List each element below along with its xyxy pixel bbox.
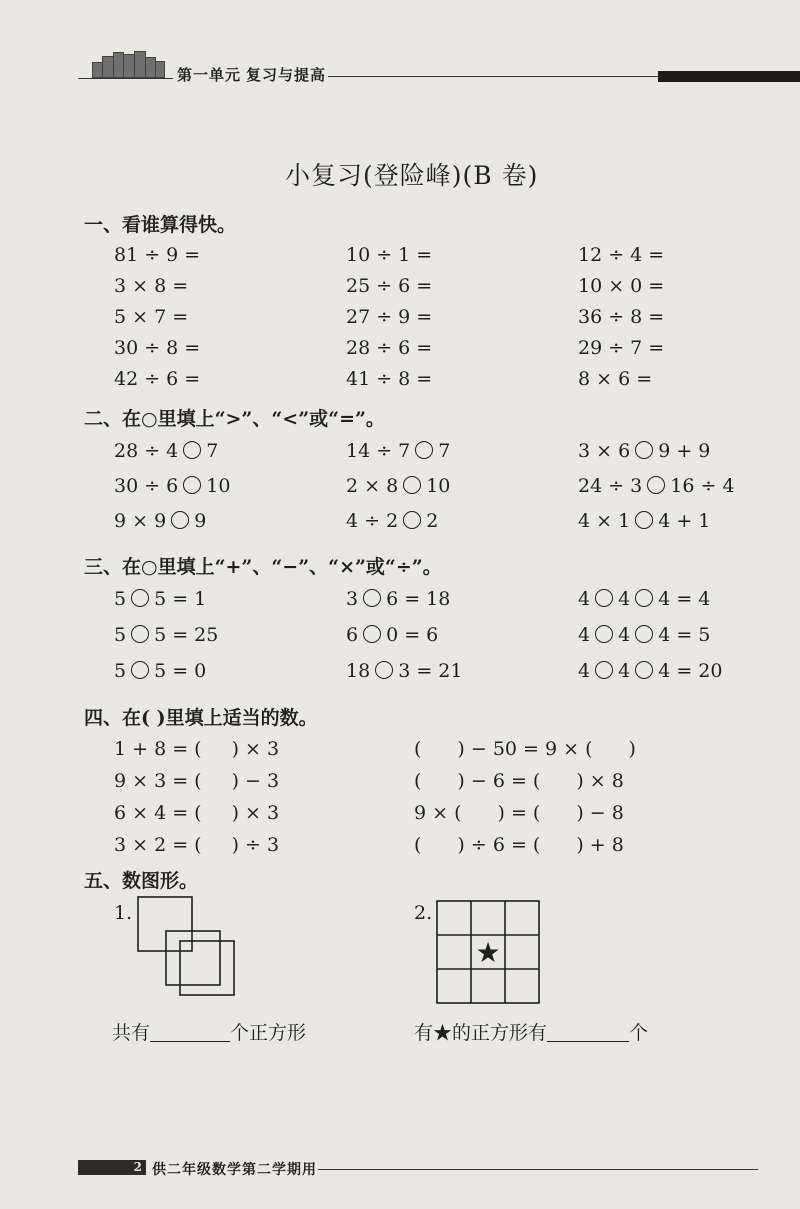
expression-part: 5 = 25 [154, 624, 219, 646]
answer-circle[interactable] [635, 441, 653, 459]
right-expression: 2 [426, 510, 439, 532]
problem: 42 ÷ 6 = [114, 368, 201, 390]
expression-part: 4 [618, 624, 631, 646]
answer-circle[interactable] [363, 589, 381, 607]
answer-blank-2[interactable] [547, 1041, 629, 1042]
problem: 10 ÷ 1 = [346, 244, 433, 266]
compare-problem [578, 440, 710, 462]
compare-problem [114, 510, 206, 532]
figure-2-label: 2. [414, 902, 433, 924]
expression-part: ) × 3 [231, 738, 280, 760]
expression-part: 4 [578, 588, 591, 610]
expression-part: 5 [114, 588, 127, 610]
expression-part: ( [414, 738, 422, 760]
compare-problem [346, 440, 450, 462]
section-3-heading: 三、在○里填上“+”、“−”、“×”或“÷”。 [84, 556, 442, 578]
fill-blank-problem [414, 738, 636, 760]
expression-part: 0 = 6 [386, 624, 439, 646]
books-icon [92, 52, 164, 78]
answer-circle[interactable] [635, 589, 653, 607]
operator-problem [346, 660, 462, 682]
operator-problem [346, 588, 450, 610]
answer-blank-1[interactable] [150, 1041, 230, 1042]
answer-circle[interactable] [635, 511, 653, 529]
left-expression: 30 ÷ 6 [114, 475, 179, 497]
right-expression: 9 [194, 510, 207, 532]
problem: 8 × 6 = [578, 368, 653, 390]
answer-circle[interactable] [415, 441, 433, 459]
fill-blank-problem [114, 834, 279, 856]
section-5-heading: 五、数图形。 [84, 870, 199, 892]
section-4-heading: 四、在( )里填上适当的数。 [84, 707, 318, 729]
expression-part: ) [628, 738, 636, 760]
expression-part: ) ÷ 3 [231, 834, 280, 856]
problem: 29 ÷ 7 = [578, 337, 665, 359]
compare-problem [578, 510, 710, 532]
expression-part: 4 = 5 [658, 624, 711, 646]
expression-part: ) − 3 [231, 770, 280, 792]
answer-circle[interactable] [635, 625, 653, 643]
expression-part: ) × 8 [576, 770, 624, 792]
answer-circle[interactable] [171, 511, 189, 529]
compare-problem [114, 475, 230, 497]
operator-problem [578, 588, 710, 610]
expression-part: ) + 8 [576, 834, 624, 856]
right-expression: 10 [206, 475, 231, 497]
expression-part: ( [414, 834, 422, 856]
fill-blank-problem [414, 834, 624, 856]
operator-problem [114, 588, 206, 610]
expression-part: ) = ( [497, 802, 541, 824]
page-title: 小复习(登险峰)(B 卷) [285, 161, 539, 190]
fill-blank-problem [414, 770, 624, 792]
left-expression: 4 × 1 [578, 510, 631, 532]
expression-part: 6 = 18 [386, 588, 451, 610]
problem: 41 ÷ 8 = [346, 368, 433, 390]
fill-blank-problem [414, 802, 624, 824]
header-bar [658, 71, 800, 82]
footer-text: 供二年级数学第二学期用 [152, 1162, 317, 1178]
problem: 5 × 7 = [114, 306, 189, 328]
expression-part: 4 [578, 660, 591, 682]
operator-problem [114, 660, 206, 682]
expression-part: 4 [618, 588, 631, 610]
problem: 81 ÷ 9 = [114, 244, 201, 266]
expression-part: 6 × 4 = ( [114, 802, 202, 824]
problem: 30 ÷ 8 = [114, 337, 201, 359]
answer-circle[interactable] [635, 661, 653, 679]
expression-part: ) − 8 [576, 802, 624, 824]
right-expression: 10 [426, 475, 451, 497]
question-1: 共有 个正方形 [112, 1022, 307, 1044]
answer-circle[interactable] [375, 661, 393, 679]
expression-part: ) ÷ 6 = ( [457, 834, 541, 856]
section-2-heading: 二、在○里填上“>”、“<”或“=”。 [84, 408, 385, 430]
answer-circle[interactable] [363, 625, 381, 643]
answer-circle[interactable] [403, 511, 421, 529]
left-expression: 14 ÷ 7 [346, 440, 411, 462]
fill-blank-problem [114, 738, 279, 760]
problem: 3 × 8 = [114, 275, 189, 297]
star-icon: ★ [475, 936, 501, 969]
expression-part: ) × 3 [231, 802, 280, 824]
operator-problem [578, 624, 710, 646]
expression-part: 5 [114, 660, 127, 682]
expression-part: 5 = 0 [154, 660, 207, 682]
expression-part: ) − 6 = ( [457, 770, 541, 792]
footer-rule [318, 1169, 758, 1170]
problem: 12 ÷ 4 = [578, 244, 665, 266]
left-expression: 4 ÷ 2 [346, 510, 399, 532]
expression-part: ) − 50 = 9 × ( [457, 738, 593, 760]
figure-1-label: 1. [114, 902, 133, 924]
expression-part: 4 = 20 [658, 660, 723, 682]
operator-problem [114, 624, 218, 646]
expression-part: 5 [114, 624, 127, 646]
answer-circle[interactable] [183, 476, 201, 494]
expression-part: 4 [578, 624, 591, 646]
expression-part: ( [414, 770, 422, 792]
header-rule [328, 76, 658, 77]
expression-part: 4 [618, 660, 631, 682]
answer-circle[interactable] [595, 625, 613, 643]
compare-problem [346, 510, 438, 532]
expression-part: 3 [346, 588, 359, 610]
expression-part: 3 = 21 [398, 660, 463, 682]
expression-part: 5 = 1 [154, 588, 207, 610]
answer-circle[interactable] [403, 476, 421, 494]
header-unit: 第一单元 [177, 66, 242, 84]
header-rule-left [78, 78, 173, 79]
answer-circle[interactable] [131, 589, 149, 607]
left-expression: 28 ÷ 4 [114, 440, 179, 462]
problem: 36 ÷ 8 = [578, 306, 665, 328]
question-2: 有★的正方形有 个 [414, 1022, 649, 1044]
right-expression: 16 ÷ 4 [670, 475, 735, 497]
answer-circle[interactable] [183, 441, 201, 459]
page-number: 2 [78, 1160, 146, 1175]
operator-problem [578, 660, 722, 682]
compare-problem [114, 440, 218, 462]
expression-part: 6 [346, 624, 359, 646]
operator-problem [346, 624, 438, 646]
fill-blank-problem [114, 802, 279, 824]
answer-circle[interactable] [647, 476, 665, 494]
expression-part: 18 [346, 660, 371, 682]
header-subtitle: 复习与提高 [246, 66, 327, 84]
right-expression: 9 + 9 [658, 440, 711, 462]
right-expression: 4 + 1 [658, 510, 711, 532]
section-1-heading: 一、看谁算得快。 [84, 214, 237, 236]
expression-part: 1 + 8 = ( [114, 738, 202, 760]
expression-part: 4 = 4 [658, 588, 711, 610]
left-expression: 24 ÷ 3 [578, 475, 643, 497]
right-expression: 7 [438, 440, 451, 462]
answer-circle[interactable] [595, 661, 613, 679]
answer-circle[interactable] [131, 625, 149, 643]
expression-part: 3 × 2 = ( [114, 834, 202, 856]
answer-circle[interactable] [595, 589, 613, 607]
compare-problem [578, 475, 735, 497]
right-expression: 7 [206, 440, 219, 462]
problem: 10 × 0 = [578, 275, 665, 297]
expression-part: 9 × ( [414, 802, 462, 824]
left-expression: 2 × 8 [346, 475, 399, 497]
grid-squares-figure [436, 900, 540, 1004]
overlapping-squares-figure [136, 895, 238, 997]
expression-part: 9 × 3 = ( [114, 770, 202, 792]
answer-circle[interactable] [131, 661, 149, 679]
problem: 25 ÷ 6 = [346, 275, 433, 297]
compare-problem [346, 475, 450, 497]
problem: 28 ÷ 6 = [346, 337, 433, 359]
problem: 27 ÷ 9 = [346, 306, 433, 328]
left-expression: 3 × 6 [578, 440, 631, 462]
fill-blank-problem [114, 770, 279, 792]
left-expression: 9 × 9 [114, 510, 167, 532]
